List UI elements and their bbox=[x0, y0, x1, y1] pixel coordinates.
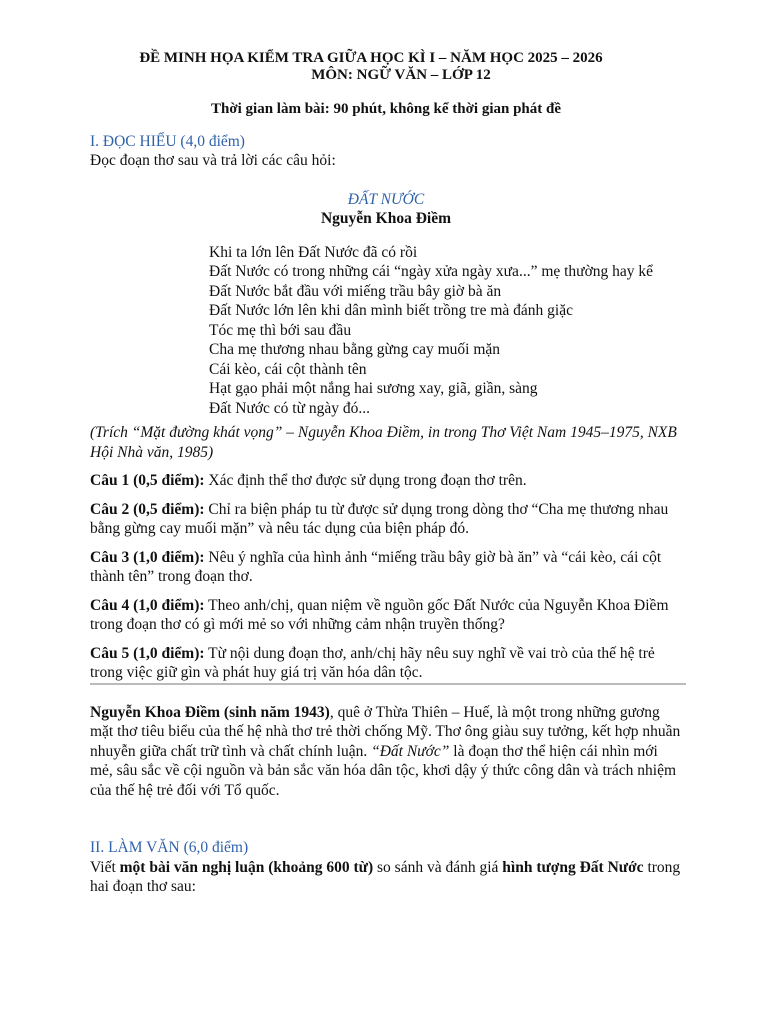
poem-line: Đất Nước có từ ngày đó... bbox=[209, 399, 371, 417]
poem-line: Đất Nước có trong những cái “ngày xửa ngày xưa...” mẹ thường hay kể bbox=[209, 263, 654, 280]
question-text: Xác định thể thơ được sử dụng trong đoạn thơ trên. bbox=[204, 472, 527, 489]
subject-title: MÔN: NGỮ VĂN – LỚP 12 bbox=[311, 67, 491, 83]
poem bbox=[209, 243, 682, 419]
reading-heading: I. ĐỌC HIỂU (4,0 điểm) bbox=[90, 132, 245, 150]
poem-author: Nguyễn Khoa Điềm bbox=[320, 210, 452, 227]
essay-topic: hình tượng Đất Nước bbox=[502, 858, 644, 876]
question-label: Câu 1 (0,5 điểm): bbox=[90, 472, 205, 489]
bio-work: “Đất Nước” bbox=[371, 742, 450, 760]
poem-line: Đất Nước lớn lên khi dân mình biết trồng tre mà đánh giặc bbox=[209, 302, 573, 319]
bio-text: , quê ở Thừa Thiên – Huế, là một trong những gương mặt thơ tiêu biểu của thế hệ nhà thơ trẻ thời chống Mỹ. Thơ ông giàu suy tưởng, kết hợp nhuần nhuyễn giữa chất trữ tình và chất chính luận. bbox=[90, 703, 681, 760]
poem-line: Hạt gạo phải một nắng hai sương xay, giã, giần, sàng bbox=[209, 380, 538, 397]
question-2 bbox=[90, 500, 682, 539]
author-bio bbox=[90, 703, 682, 801]
question-5 bbox=[90, 644, 682, 683]
question-text: Theo anh/chị, quan niệm về nguồn gốc Đất Nước của Nguyễn Khoa Điềm trong đoạn thơ có gì mới mẻ so với những cảm nhận truyền thống? bbox=[90, 596, 669, 633]
poem-line: Tóc mẹ thì bới sau đầu bbox=[209, 321, 352, 339]
question-text: Nêu ý nghĩa của hình ảnh “miếng trầu bây giờ bà ăn” và “cái kèo, cái cột thành tên” trong đoạn thơ. bbox=[90, 548, 662, 585]
question-label: Câu 2 (0,5 điểm): bbox=[90, 500, 205, 518]
poem-line: Đất Nước bắt đầu với miếng trầu bây giờ bà ăn bbox=[209, 282, 502, 300]
poem-line: Khi ta lớn lên Đất Nước đã có rồi bbox=[209, 243, 418, 261]
question-text: Chỉ ra biện pháp tu từ được sử dụng trong dòng thơ “Cha mẹ thương nhau bằng gừng cay muối mặn” và nêu tác dụng của biện pháp đó. bbox=[90, 500, 669, 537]
question-3 bbox=[90, 548, 682, 587]
poem-line: Cái kèo, cái cột thành tên bbox=[209, 360, 367, 378]
question-label: Câu 3 (1,0 điểm): bbox=[90, 548, 205, 566]
reading-instruction: Đọc đoạn thơ sau và trả lời các câu hỏi: bbox=[90, 152, 336, 169]
poem-title: ĐẤT NƯỚC bbox=[347, 190, 425, 208]
question-4 bbox=[90, 596, 682, 635]
poem-source: (Trích “Mặt đường khát vọng” – Nguyễn Khoa Điềm, in trong Thơ Việt Nam 1945–1975, NXB Hội Nhà văn, 1985) bbox=[90, 424, 677, 461]
divider bbox=[90, 683, 686, 685]
poem-line: Cha mẹ thương nhau bằng gừng cay muối mặn bbox=[209, 341, 501, 358]
bio-text: là đoạn thơ thể hiện cái nhìn mới mẻ, sâu sắc về cội nguồn và bản sắc văn hóa dân tộc, khơi dậy ý thức công dân và trách nhiệm của thế hệ trẻ đối với Tổ quốc. bbox=[90, 742, 677, 799]
exam-page bbox=[90, 50, 682, 897]
essay-type: một bài văn nghị luận (khoảng 600 từ) bbox=[119, 858, 374, 876]
question-text: Từ nội dung đoạn thơ, anh/chị hãy nêu suy nghĩ về vai trò của thế hệ trẻ trong việc giữ gìn và phát huy giá trị văn hóa dân tộc. bbox=[90, 644, 655, 681]
writing-prompt: Viết một bài văn nghị luận (khoảng 600 từ) so sánh và đánh giá hình tượng Đất Nước trong hai đoạn thơ sau: bbox=[90, 858, 681, 895]
bio-name: Nguyễn Khoa Điềm (sinh năm 1943) bbox=[90, 703, 330, 721]
writing-heading: II. LÀM VĂN (6,0 điểm) bbox=[90, 839, 249, 856]
question-label: Câu 4 (1,0 điểm): bbox=[90, 596, 205, 614]
exam-title: ĐỀ MINH HỌA KIỂM TRA GIỮA HỌC KÌ I – NĂM HỌC 2025 – 2026 bbox=[139, 50, 603, 66]
time-note: Thời gian làm bài: 90 phút, không kể thời gian phát đề bbox=[210, 101, 562, 117]
question-label: Câu 5 (1,0 điểm): bbox=[90, 644, 205, 662]
question-1 bbox=[90, 471, 682, 491]
